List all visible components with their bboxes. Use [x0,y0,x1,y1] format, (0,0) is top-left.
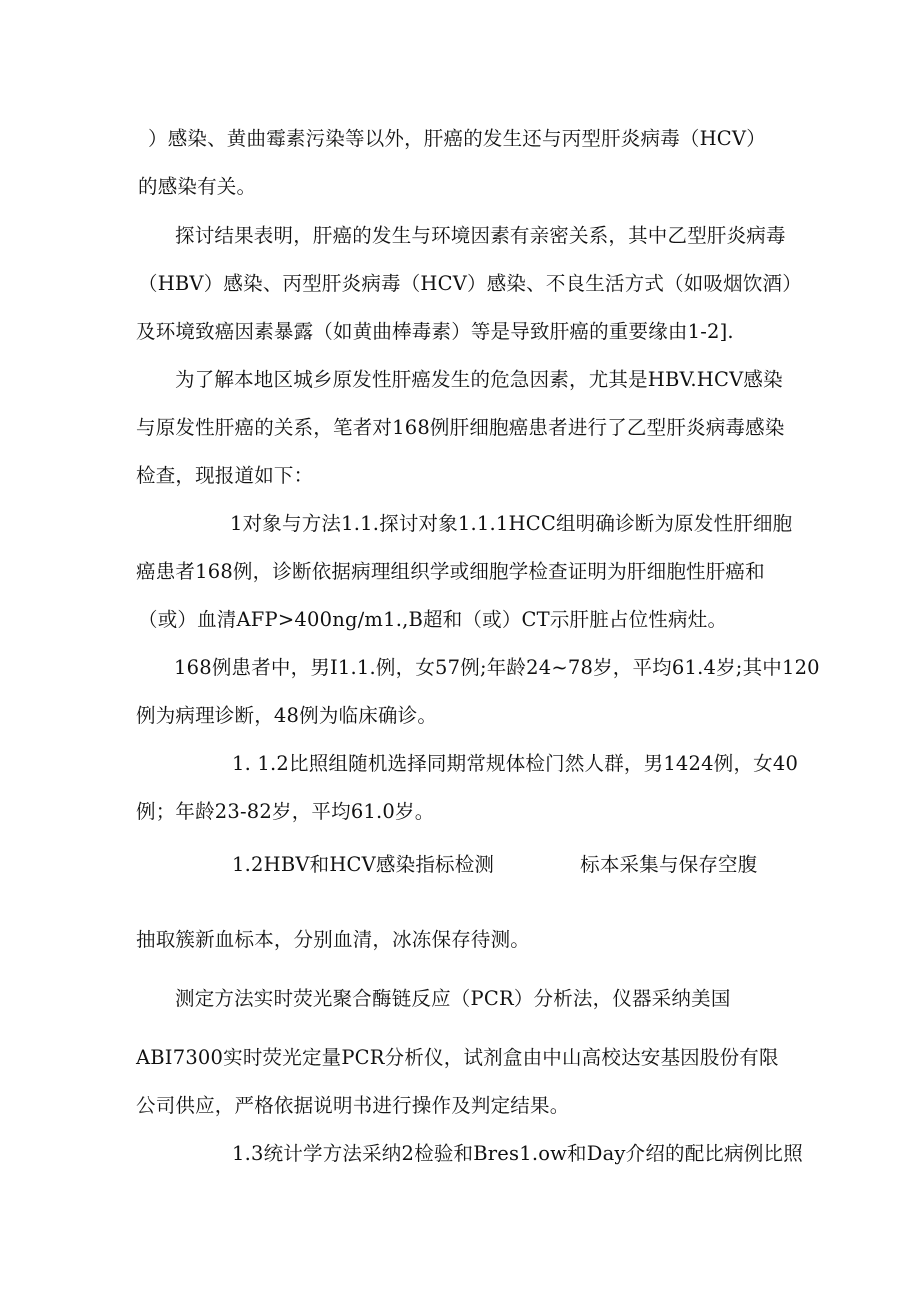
text-line-4: （HBV）感染、丙型肝炎病毒（HCV）感染、不良生活方式（如吸烟饮酒） [138,272,802,295]
text-line-16: 抽取簇新血标本，分别血清，冰冻保存待测。 [136,928,531,951]
text-line-10: 癌患者168例，诊断依据病理组织学或细胞学检查证明为肝细胞性肝癌和 [136,560,765,583]
text-line-20: 1.3统计学方法采纳2检验和Bres1.ow和Day介绍的配比病例比照 [232,1142,803,1165]
text-line-5: 及环境致癌因素暴露（如黄曲棒毒素）等是导致肝癌的重要缘由1-2]. [136,320,734,343]
text-line-6: 为了解本地区城乡原发性肝癌发生的危急因素，尤其是HBV.HCV感染 [175,368,783,391]
section-heading-left: 1.2HBV和HCV感染指标检测 [232,853,495,876]
section-heading-line [232,851,757,879]
text-line-9: 1对象与方法1.1.探讨对象1.1.1HCC组明确诊断为原发性肝细胞 [230,512,793,535]
text-line-7: 与原发性肝癌的关系，笔者对168例肝细胞癌患者进行了乙型肝炎病毒感染 [136,416,785,439]
text-line-12: 168例患者中，男I1.1.例，女57例;年龄24~78岁，平均61.4岁;其中120 [174,656,820,679]
text-line-15: 例；年龄23-82岁，平均61.0岁。 [136,800,435,823]
text-line-3: 探讨结果表明，肝癌的发生与环境因素有亲密关系，其中乙型肝炎病毒 [175,224,786,247]
text-line-19: 公司供应，严格依据说明书进行操作及判定结果。 [136,1094,570,1117]
text-line-2: 的感染有关。 [138,175,257,198]
text-line-14: 1. 1.2比照组随机选择同期常规体检门然人群，男1424例，女40 [232,752,799,775]
section-heading-right: 标本采集与保存空腹 [580,853,758,876]
text-line-13: 例为病理诊断，48例为临床确诊。 [136,704,438,727]
text-line-18: ABI7300实时荧光定量PCR分析仪，试剂盒由中山高校达安基因股份有限 [136,1046,779,1069]
text-line-17: 测定方法实时荧光聚合酶链反应（PCR）分析法，仪器采纳美国 [175,987,731,1010]
text-line-1: ）感染、黄曲霉素污染等以外，肝癌的发生还与丙型肝炎病毒（HCV） [148,127,766,150]
text-line-8: 检查，现报道如下： [136,464,314,487]
text-line-11: （或）血清AFP>400ng∕m1.,B超和（或）CT示肝脏占位性病灶。 [138,608,728,631]
